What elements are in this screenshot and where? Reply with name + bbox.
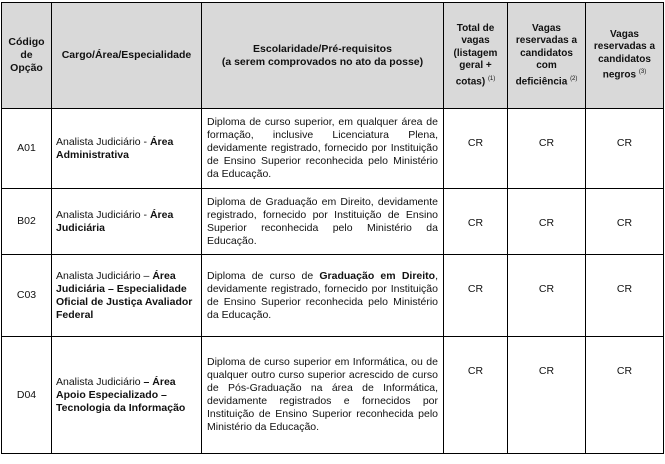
header-cargo: [52, 3, 202, 109]
header-cargo-label: Cargo/Área/Especialidade: [61, 49, 192, 61]
table-row: [2, 255, 664, 337]
total-vagas-cell: CR: [444, 337, 508, 454]
cargo-prefix: Analista Judiciário -: [56, 208, 150, 221]
escolaridade-text-post: , devidamente registrado, fornecido por Instituição de Ensino Superior reconhecida pelo Ministério da Educação.: [207, 269, 438, 321]
total-vagas-cell: CR: [444, 255, 508, 337]
vagas-deficiencia-cell: CR: [508, 109, 586, 189]
vagas-negros-cell: CR: [586, 255, 664, 337]
header-vagas-negros: [586, 3, 664, 109]
cargo-cell: [52, 255, 202, 337]
escolaridade-cell: [202, 255, 444, 337]
escolaridade-cell: Diploma de Graduação em Direito, devidamente registrado, fornecido por Instituição de Ensino Superior reconhecida pelo Ministério da Educação.: [202, 189, 444, 255]
codigo-cell: B02: [2, 189, 52, 255]
vagas-deficiencia-cell: CR: [508, 255, 586, 337]
cargo-cell: [52, 337, 202, 454]
cargo-area: Área Judiciária: [56, 208, 174, 234]
vagas-deficiencia-cell: CR: [508, 189, 586, 255]
vagas-deficiencia-cell: CR: [508, 337, 586, 454]
total-vagas-cell: CR: [444, 189, 508, 255]
table-row: [2, 109, 664, 189]
header-row: [2, 3, 664, 109]
header-vagas-deficiencia-label: Vagas reservadas a candidatos com deficiência: [515, 22, 578, 87]
escolaridade-cell: Diploma de curso superior, em qualquer área de formação, inclusive Licenciatura Plena, devidamente registrado, fornecido por Instituição de Ensino Superior reconhecida pelo Ministério da Educação.: [202, 109, 444, 189]
vagas-negros-cell: CR: [586, 109, 664, 189]
cargo-prefix: Analista Judiciário –: [56, 269, 153, 282]
header-codigo: [2, 3, 52, 109]
codigo-cell: C03: [2, 255, 52, 337]
header-escolaridade-sublabel: (a serem comprovados no ato da posse): [221, 55, 424, 68]
cargo-area: Área Judiciária – Especialidade Oficial de Justiça Avaliador Federal: [56, 269, 193, 321]
cargo-cell: [52, 189, 202, 255]
codigo-cell: A01: [2, 109, 52, 189]
header-total-vagas-note: (1): [487, 75, 496, 82]
codigo-cell: D04: [2, 337, 52, 454]
escolaridade-text-bold: Graduação em Direito: [319, 269, 436, 282]
header-vagas-deficiencia-note: (2): [570, 75, 578, 82]
header-vagas-negros-note: (3): [638, 69, 647, 76]
escolaridade-cell: Diploma de curso superior em Informática, ou de qualquer outro curso superior acrescido de curso de Pós-Graduação na área de Informática, devidamente registrados e fornecidos por Instituição de Ensino Superior reconhecida pelo Ministério da Educação.: [202, 337, 444, 454]
header-escolaridade: [202, 3, 444, 109]
vagas-table: [1, 2, 664, 454]
table-row: [2, 337, 664, 454]
header-total-vagas-label: Total de vagas (listagem geral + cotas): [453, 22, 498, 87]
cargo-prefix: Analista Judiciário -: [56, 135, 150, 148]
header-vagas-negros-label: Vagas reservadas a candidatos negros: [593, 28, 656, 81]
vagas-negros-cell: CR: [586, 189, 664, 255]
header-vagas-deficiencia: [508, 3, 586, 109]
cargo-prefix: Analista Judiciário: [56, 375, 144, 388]
cargo-area: – Área Apoio Especializado – Tecnologia da Informação: [56, 375, 186, 414]
table-row: [2, 189, 664, 255]
vagas-negros-cell: CR: [586, 337, 664, 454]
header-escolaridade-label: Escolaridade/Pré-requisitos: [253, 42, 392, 55]
cargo-cell: [52, 109, 202, 189]
header-codigo-label: Código de Opção: [8, 36, 45, 74]
cargo-area: Área Administrativa: [56, 135, 174, 161]
total-vagas-cell: CR: [444, 109, 508, 189]
header-total-vagas: [444, 3, 508, 109]
escolaridade-text-pre: Diploma de curso de: [207, 269, 320, 282]
